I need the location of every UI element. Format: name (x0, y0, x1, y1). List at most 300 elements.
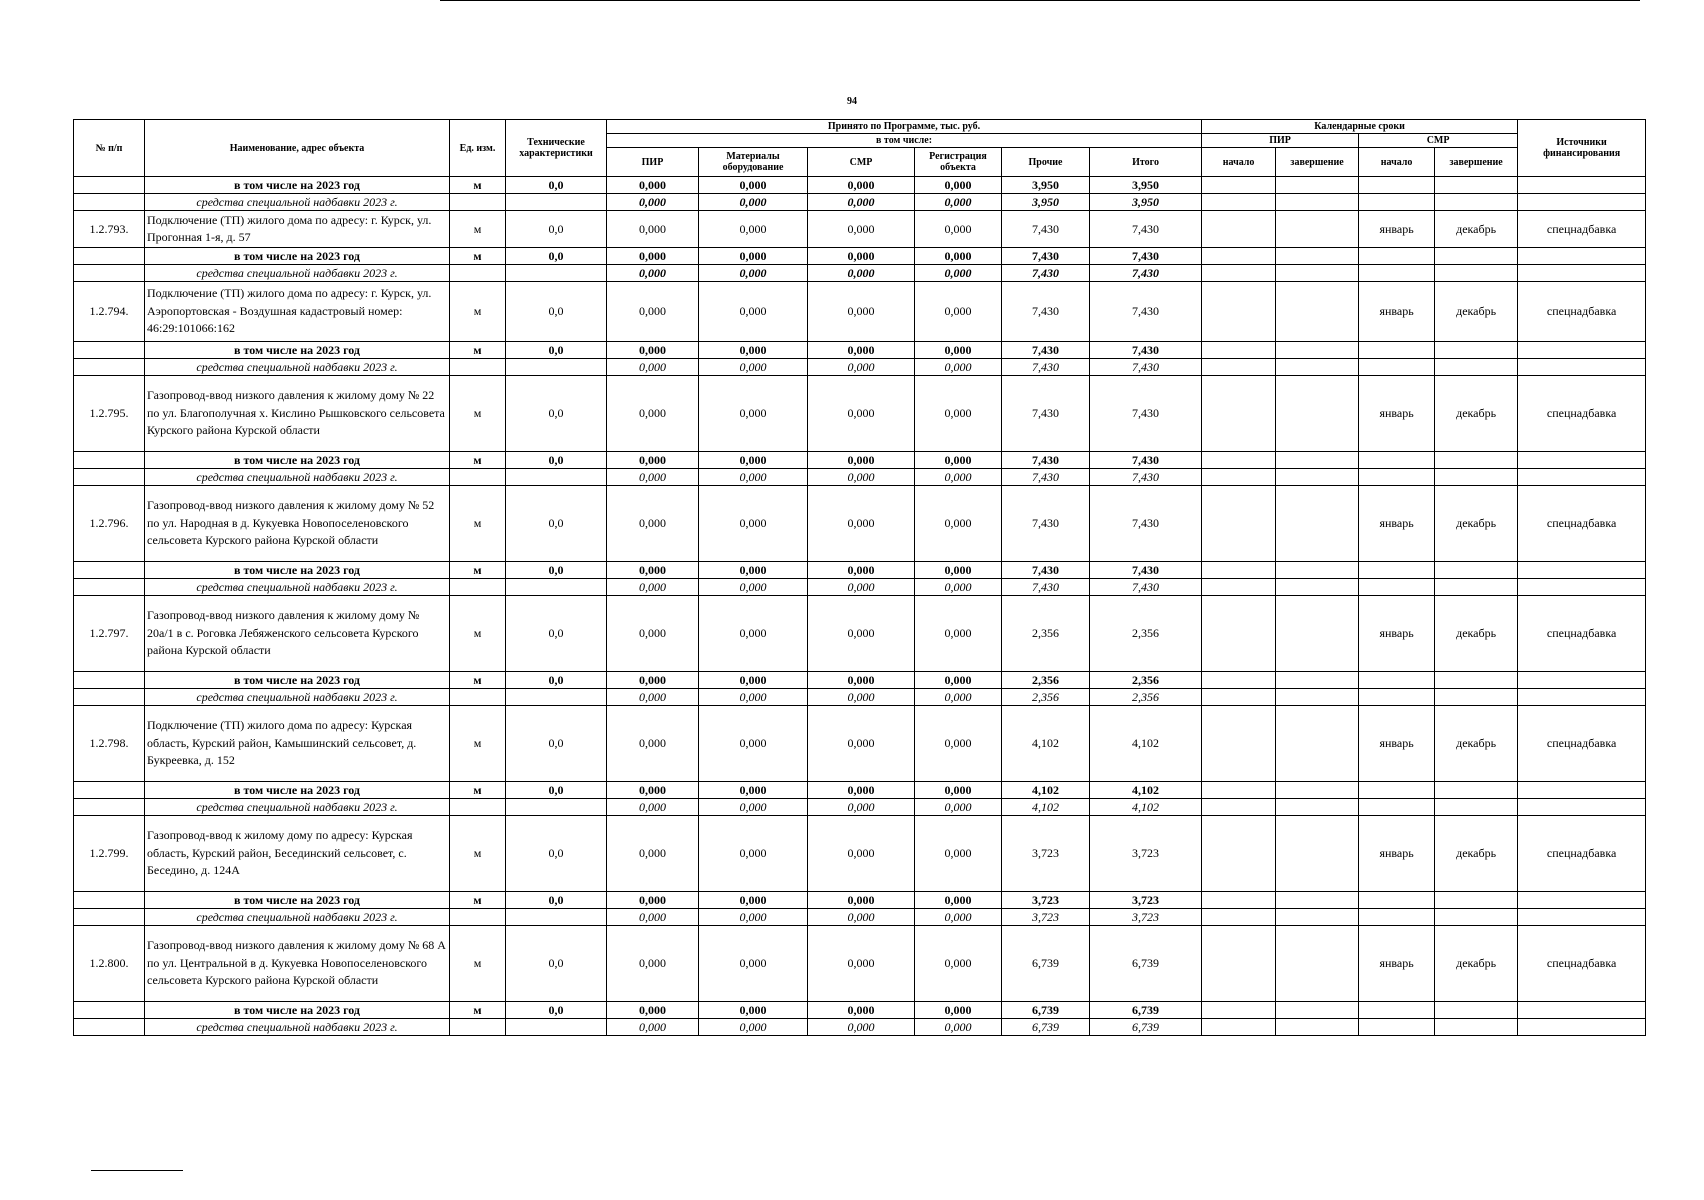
cell-materials: 0,000 (699, 782, 808, 799)
cell-pir-start (1202, 177, 1276, 194)
cell-sub-label: в том числе на 2023 год (145, 672, 450, 689)
cell-pir-end (1276, 562, 1359, 579)
cell-smr-end (1435, 799, 1518, 816)
cell-smr: 0,000 (808, 452, 915, 469)
cell-pir: 0,000 (607, 342, 699, 359)
cell-name: Газопровод-ввод низкого давления к жилому дому № 20а/1 в с. Роговка Лебяженского сельсовета Курского района Курской области (145, 596, 450, 672)
cell-num (74, 689, 145, 706)
cell-source: спецнадбавка (1518, 486, 1646, 562)
header-registration: Регистрация объекта (915, 148, 1002, 177)
cell-name: Газопровод-ввод к жилому дому по адресу: Курская область, Курский район, Бесединский сельсовет, с. Беседино, д. 124А (145, 816, 450, 892)
cell-num (74, 194, 145, 211)
cell-num (74, 892, 145, 909)
cell-pir-start (1202, 194, 1276, 211)
cell-other: 3,950 (1002, 177, 1090, 194)
cell-pir-end (1276, 177, 1359, 194)
cell-tech: 0,0 (506, 562, 607, 579)
cell-num: 1.2.799. (74, 816, 145, 892)
cell-pir-end (1276, 248, 1359, 265)
cell-smr-end (1435, 359, 1518, 376)
cell-pir: 0,000 (607, 282, 699, 342)
cell-tech: 0,0 (506, 177, 607, 194)
cell-other: 7,430 (1002, 211, 1090, 248)
table-row-subtotal (74, 342, 1646, 359)
cell-sub-label: в том числе на 2023 год (145, 452, 450, 469)
table-row-subtotal (74, 452, 1646, 469)
cell-unit (450, 359, 506, 376)
cell-num (74, 1002, 145, 1019)
cell-registration: 0,000 (915, 359, 1002, 376)
cell-total: 3,723 (1090, 909, 1202, 926)
header-group-pir: ПИР (1202, 134, 1359, 148)
cell-pir: 0,000 (607, 177, 699, 194)
cell-tech: 0,0 (506, 596, 607, 672)
cell-pir-end (1276, 342, 1359, 359)
cell-registration: 0,000 (915, 892, 1002, 909)
header-group-smr: СМР (1359, 134, 1518, 148)
header-calendar: Календарные сроки (1202, 120, 1518, 134)
cell-total: 3,950 (1090, 177, 1202, 194)
cell-smr-end (1435, 1019, 1518, 1036)
cell-pir-end (1276, 596, 1359, 672)
cell-materials: 0,000 (699, 689, 808, 706)
cell-num (74, 562, 145, 579)
cell-materials: 0,000 (699, 909, 808, 926)
cell-pir-start (1202, 706, 1276, 782)
program-table (73, 119, 1646, 1036)
cell-smr-start (1359, 194, 1435, 211)
table-row-object (74, 926, 1646, 1002)
cell-fund-label: средства специальной надбавки 2023 г. (145, 1019, 450, 1036)
cell-source (1518, 469, 1646, 486)
cell-pir: 0,000 (607, 452, 699, 469)
cell-smr: 0,000 (808, 469, 915, 486)
cell-tech (506, 359, 607, 376)
cell-pir-end (1276, 469, 1359, 486)
table-row-subtotal (74, 1002, 1646, 1019)
cell-other: 7,430 (1002, 265, 1090, 282)
cell-smr-start (1359, 469, 1435, 486)
cell-materials: 0,000 (699, 672, 808, 689)
cell-num: 1.2.796. (74, 486, 145, 562)
table-row-subtotal (74, 672, 1646, 689)
cell-smr: 0,000 (808, 672, 915, 689)
header-total: Итого (1090, 148, 1202, 177)
cell-smr: 0,000 (808, 211, 915, 248)
cell-other: 7,430 (1002, 469, 1090, 486)
cell-pir: 0,000 (607, 211, 699, 248)
cell-smr-start: январь (1359, 486, 1435, 562)
cell-pir-start (1202, 816, 1276, 892)
cell-pir-end (1276, 376, 1359, 452)
cell-other: 2,356 (1002, 596, 1090, 672)
table-row-object (74, 486, 1646, 562)
cell-total: 3,723 (1090, 816, 1202, 892)
cell-smr-start: январь (1359, 816, 1435, 892)
cell-smr-end (1435, 469, 1518, 486)
cell-num: 1.2.798. (74, 706, 145, 782)
cell-unit (450, 799, 506, 816)
cell-registration: 0,000 (915, 926, 1002, 1002)
cell-materials: 0,000 (699, 342, 808, 359)
header-smr: СМР (808, 148, 915, 177)
cell-source (1518, 799, 1646, 816)
cell-pir-end (1276, 782, 1359, 799)
cell-unit: м (450, 211, 506, 248)
cell-fund-label: средства специальной надбавки 2023 г. (145, 469, 450, 486)
cell-fund-label: средства специальной надбавки 2023 г. (145, 909, 450, 926)
cell-registration: 0,000 (915, 486, 1002, 562)
cell-smr-start (1359, 782, 1435, 799)
cell-tech: 0,0 (506, 342, 607, 359)
cell-sub-label: в том числе на 2023 год (145, 1002, 450, 1019)
cell-unit: м (450, 706, 506, 782)
table-row-subtotal (74, 248, 1646, 265)
cell-registration: 0,000 (915, 376, 1002, 452)
cell-materials: 0,000 (699, 579, 808, 596)
cell-fund-label: средства специальной надбавки 2023 г. (145, 689, 450, 706)
cell-sub-label: в том числе на 2023 год (145, 892, 450, 909)
cell-num (74, 1019, 145, 1036)
cell-registration: 0,000 (915, 469, 1002, 486)
cell-pir-end (1276, 194, 1359, 211)
cell-source: спецнадбавка (1518, 282, 1646, 342)
cell-fund-label: средства специальной надбавки 2023 г. (145, 194, 450, 211)
cell-source (1518, 689, 1646, 706)
cell-smr-start: январь (1359, 706, 1435, 782)
header-name: Наименование, адрес объекта (145, 120, 450, 177)
cell-smr: 0,000 (808, 799, 915, 816)
cell-materials: 0,000 (699, 1002, 808, 1019)
cell-pir-start (1202, 672, 1276, 689)
cell-materials: 0,000 (699, 706, 808, 782)
cell-registration: 0,000 (915, 282, 1002, 342)
cell-pir: 0,000 (607, 782, 699, 799)
cell-total: 6,739 (1090, 926, 1202, 1002)
cell-pir-end (1276, 1019, 1359, 1036)
table-row-fund (74, 909, 1646, 926)
table-row-subtotal (74, 892, 1646, 909)
cell-pir: 0,000 (607, 672, 699, 689)
cell-smr-end (1435, 194, 1518, 211)
cell-unit (450, 194, 506, 211)
cell-smr: 0,000 (808, 486, 915, 562)
header-pir: ПИР (607, 148, 699, 177)
cell-pir: 0,000 (607, 486, 699, 562)
cell-unit (450, 265, 506, 282)
cell-num (74, 359, 145, 376)
cell-tech (506, 579, 607, 596)
cell-source (1518, 1002, 1646, 1019)
cell-registration: 0,000 (915, 211, 1002, 248)
cell-smr-end: декабрь (1435, 816, 1518, 892)
cell-registration: 0,000 (915, 706, 1002, 782)
header-including: в том числе: (607, 134, 1202, 148)
table-row-object (74, 211, 1646, 248)
cell-pir: 0,000 (607, 359, 699, 376)
cell-other: 7,430 (1002, 282, 1090, 342)
cell-total: 2,356 (1090, 596, 1202, 672)
cell-registration: 0,000 (915, 342, 1002, 359)
cell-smr-start (1359, 452, 1435, 469)
cell-smr: 0,000 (808, 359, 915, 376)
table-row-fund (74, 359, 1646, 376)
cell-source: спецнадбавка (1518, 816, 1646, 892)
cell-source: спецнадбавка (1518, 596, 1646, 672)
cell-pir-start (1202, 562, 1276, 579)
cell-smr-start: январь (1359, 376, 1435, 452)
cell-materials: 0,000 (699, 452, 808, 469)
cell-unit: м (450, 926, 506, 1002)
cell-pir-start (1202, 596, 1276, 672)
cell-smr: 0,000 (808, 342, 915, 359)
cell-smr-end (1435, 248, 1518, 265)
header-smr-start: начало (1359, 148, 1435, 177)
cell-pir-end (1276, 265, 1359, 282)
cell-tech (506, 1019, 607, 1036)
cell-source: спецнадбавка (1518, 376, 1646, 452)
cell-smr: 0,000 (808, 689, 915, 706)
table-row-fund (74, 579, 1646, 596)
cell-name: Газопровод-ввод низкого давления к жилому дому № 52 по ул. Народная в д. Кукуевка Новопоселеновского сельсовета Курского района Курской области (145, 486, 450, 562)
cell-pir-end (1276, 909, 1359, 926)
table-row-subtotal (74, 562, 1646, 579)
cell-unit: м (450, 562, 506, 579)
cell-smr-start (1359, 892, 1435, 909)
cell-total: 7,430 (1090, 376, 1202, 452)
cell-smr-start (1359, 248, 1435, 265)
cell-total: 7,430 (1090, 359, 1202, 376)
cell-other: 3,723 (1002, 892, 1090, 909)
cell-smr-start (1359, 909, 1435, 926)
cell-smr-end (1435, 342, 1518, 359)
cell-smr: 0,000 (808, 1019, 915, 1036)
cell-smr-end (1435, 689, 1518, 706)
cell-smr-end: декабрь (1435, 486, 1518, 562)
cell-smr-start (1359, 799, 1435, 816)
cell-smr: 0,000 (808, 706, 915, 782)
cell-materials: 0,000 (699, 926, 808, 1002)
cell-fund-label: средства специальной надбавки 2023 г. (145, 265, 450, 282)
cell-total: 7,430 (1090, 469, 1202, 486)
cell-total: 4,102 (1090, 706, 1202, 782)
cell-source: спецнадбавка (1518, 211, 1646, 248)
cell-other: 6,739 (1002, 1002, 1090, 1019)
cell-source (1518, 782, 1646, 799)
table-row-fund (74, 1019, 1646, 1036)
cell-pir-start (1202, 211, 1276, 248)
cell-materials: 0,000 (699, 359, 808, 376)
cell-num (74, 265, 145, 282)
cell-smr-end: декабрь (1435, 376, 1518, 452)
cell-pir: 0,000 (607, 562, 699, 579)
cell-unit: м (450, 248, 506, 265)
cell-pir-start (1202, 579, 1276, 596)
cell-pir-end (1276, 211, 1359, 248)
cell-num (74, 469, 145, 486)
cell-other: 3,723 (1002, 816, 1090, 892)
cell-num (74, 782, 145, 799)
cell-total: 7,430 (1090, 579, 1202, 596)
cell-tech: 0,0 (506, 248, 607, 265)
cell-materials: 0,000 (699, 892, 808, 909)
cell-other: 7,430 (1002, 342, 1090, 359)
cell-registration: 0,000 (915, 596, 1002, 672)
header-materials: Материалы оборудование (699, 148, 808, 177)
cell-smr-end: декабрь (1435, 282, 1518, 342)
cell-pir: 0,000 (607, 909, 699, 926)
cell-tech: 0,0 (506, 376, 607, 452)
table-header (74, 120, 1646, 177)
table-row-object (74, 706, 1646, 782)
table-row-fund (74, 799, 1646, 816)
table-row-fund (74, 194, 1646, 211)
cell-materials: 0,000 (699, 1019, 808, 1036)
cell-smr-end (1435, 452, 1518, 469)
cell-pir-end (1276, 579, 1359, 596)
cell-smr: 0,000 (808, 177, 915, 194)
cell-total: 7,430 (1090, 452, 1202, 469)
cell-registration: 0,000 (915, 1002, 1002, 1019)
cell-num (74, 672, 145, 689)
table-row-object (74, 816, 1646, 892)
cell-other: 7,430 (1002, 452, 1090, 469)
cell-registration: 0,000 (915, 782, 1002, 799)
cell-other: 7,430 (1002, 359, 1090, 376)
cell-smr-end (1435, 177, 1518, 194)
cell-registration: 0,000 (915, 194, 1002, 211)
cell-pir-start (1202, 486, 1276, 562)
cell-unit: м (450, 486, 506, 562)
cell-smr-start: январь (1359, 596, 1435, 672)
header-sources: Источники финансирования (1518, 120, 1646, 177)
header-num: № п/п (74, 120, 145, 177)
cell-fund-label: средства специальной надбавки 2023 г. (145, 359, 450, 376)
cell-materials: 0,000 (699, 248, 808, 265)
top-rule (440, 0, 1640, 1)
cell-tech (506, 194, 607, 211)
cell-tech (506, 265, 607, 282)
cell-registration: 0,000 (915, 248, 1002, 265)
cell-smr-start (1359, 265, 1435, 282)
cell-num: 1.2.793. (74, 211, 145, 248)
cell-unit: м (450, 452, 506, 469)
cell-pir: 0,000 (607, 194, 699, 211)
cell-materials: 0,000 (699, 799, 808, 816)
cell-other: 7,430 (1002, 562, 1090, 579)
cell-other: 6,739 (1002, 1019, 1090, 1036)
cell-smr-end: декабрь (1435, 596, 1518, 672)
cell-tech: 0,0 (506, 282, 607, 342)
cell-materials: 0,000 (699, 562, 808, 579)
table-row-fund (74, 689, 1646, 706)
cell-smr-start (1359, 689, 1435, 706)
cell-pir-start (1202, 342, 1276, 359)
cell-total: 6,739 (1090, 1002, 1202, 1019)
cell-unit (450, 1019, 506, 1036)
cell-pir: 0,000 (607, 926, 699, 1002)
cell-tech (506, 909, 607, 926)
cell-unit: м (450, 1002, 506, 1019)
cell-name: Подключение (ТП) жилого дома по адресу: Курская область, Курский район, Камышинский сельсовет, д. Букреевка, д. 152 (145, 706, 450, 782)
cell-num (74, 579, 145, 596)
cell-tech: 0,0 (506, 782, 607, 799)
table-row-object (74, 282, 1646, 342)
cell-pir: 0,000 (607, 799, 699, 816)
cell-pir-start (1202, 1019, 1276, 1036)
cell-sub-label: в том числе на 2023 год (145, 782, 450, 799)
cell-total: 3,723 (1090, 892, 1202, 909)
cell-registration: 0,000 (915, 672, 1002, 689)
header-unit: Ед. изм. (450, 120, 506, 177)
cell-total: 7,430 (1090, 265, 1202, 282)
cell-tech: 0,0 (506, 486, 607, 562)
cell-unit: м (450, 282, 506, 342)
cell-pir: 0,000 (607, 579, 699, 596)
cell-source (1518, 359, 1646, 376)
cell-total: 7,430 (1090, 248, 1202, 265)
cell-tech: 0,0 (506, 1002, 607, 1019)
cell-pir-end (1276, 1002, 1359, 1019)
cell-unit (450, 689, 506, 706)
table-row-object (74, 596, 1646, 672)
cell-smr-start (1359, 1002, 1435, 1019)
cell-source (1518, 579, 1646, 596)
cell-registration: 0,000 (915, 1019, 1002, 1036)
cell-smr-end (1435, 782, 1518, 799)
cell-other: 3,950 (1002, 194, 1090, 211)
cell-total: 2,356 (1090, 672, 1202, 689)
cell-unit: м (450, 672, 506, 689)
cell-num (74, 799, 145, 816)
cell-pir: 0,000 (607, 376, 699, 452)
cell-materials: 0,000 (699, 486, 808, 562)
cell-pir-start (1202, 909, 1276, 926)
footnote-rule (91, 1170, 183, 1171)
cell-registration: 0,000 (915, 689, 1002, 706)
cell-total: 3,950 (1090, 194, 1202, 211)
header-accepted: Принято по Программе, тыс. руб. (607, 120, 1202, 134)
cell-pir: 0,000 (607, 892, 699, 909)
header-pir-end: завершение (1276, 148, 1359, 177)
cell-pir-start (1202, 359, 1276, 376)
cell-tech: 0,0 (506, 452, 607, 469)
cell-pir-start (1202, 452, 1276, 469)
cell-smr-end (1435, 265, 1518, 282)
cell-pir-start (1202, 799, 1276, 816)
cell-num (74, 342, 145, 359)
cell-pir: 0,000 (607, 265, 699, 282)
cell-smr: 0,000 (808, 892, 915, 909)
cell-pir: 0,000 (607, 689, 699, 706)
cell-pir: 0,000 (607, 816, 699, 892)
cell-smr-start: январь (1359, 211, 1435, 248)
cell-smr-start (1359, 359, 1435, 376)
cell-pir: 0,000 (607, 596, 699, 672)
cell-pir-end (1276, 892, 1359, 909)
cell-fund-label: средства специальной надбавки 2023 г. (145, 799, 450, 816)
cell-smr: 0,000 (808, 579, 915, 596)
cell-source (1518, 194, 1646, 211)
cell-pir-end (1276, 672, 1359, 689)
cell-total: 7,430 (1090, 211, 1202, 248)
cell-tech: 0,0 (506, 672, 607, 689)
cell-pir-end (1276, 926, 1359, 1002)
cell-smr-start (1359, 672, 1435, 689)
cell-pir-end (1276, 359, 1359, 376)
cell-tech: 0,0 (506, 892, 607, 909)
cell-sub-label: в том числе на 2023 год (145, 562, 450, 579)
